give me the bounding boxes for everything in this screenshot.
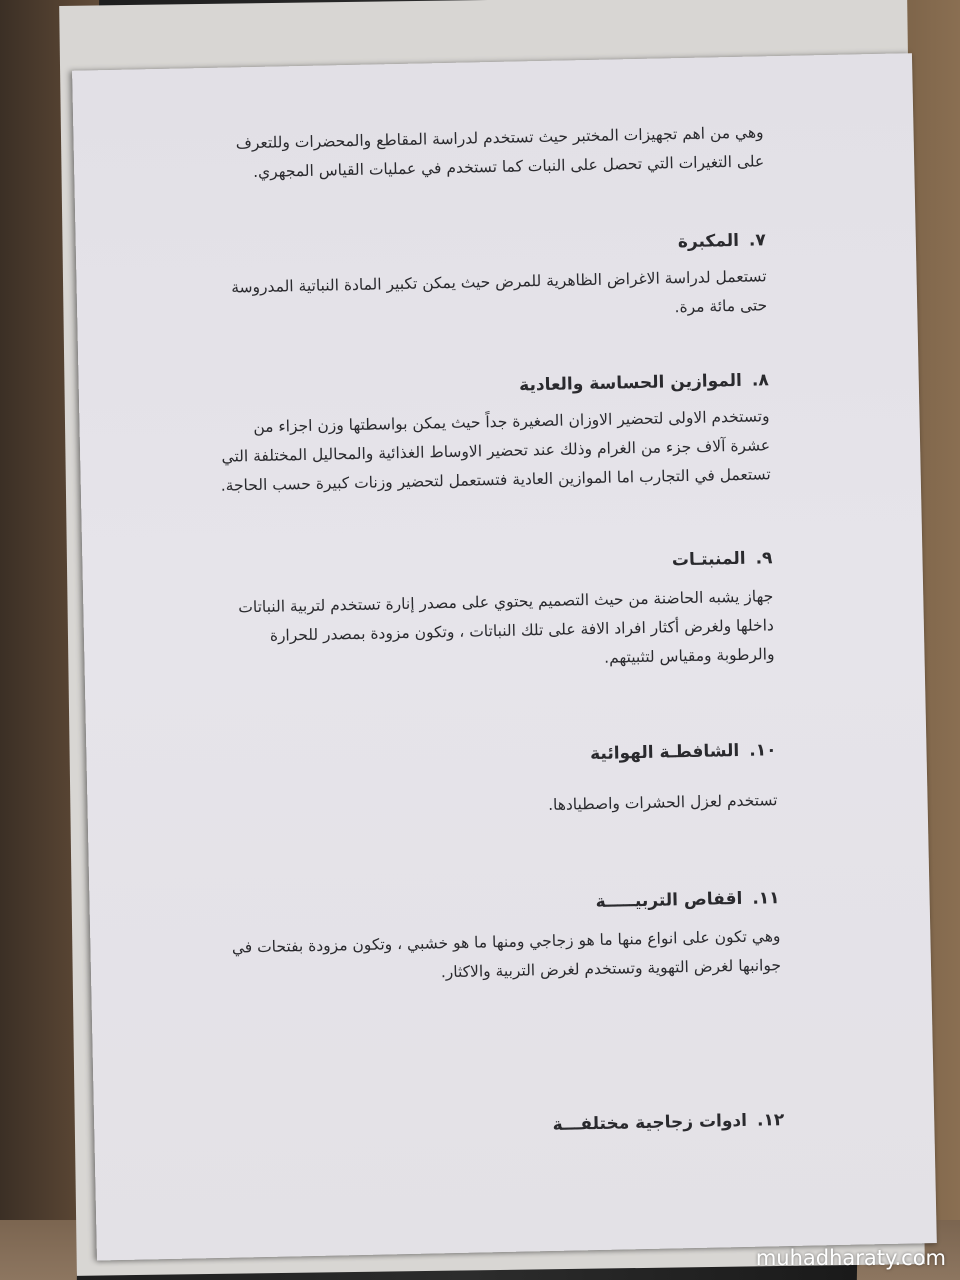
section-number: ٨. (751, 370, 769, 391)
section-number: ١٠. (749, 740, 777, 761)
section-title: المكبرة (677, 230, 740, 253)
section-title: الموازين الحساسة والعادية (518, 370, 743, 396)
document-page (72, 53, 937, 1260)
section-heading-12 (224, 1108, 784, 1144)
section-heading-8 (209, 368, 769, 404)
section-title: الشافطـة الهوائية (589, 740, 740, 765)
section-text-8: وتستخدم الاولى لتحضير الاوزان الصغيرة جداً حيث يمكن بواسطتها وزن اجزاء من عشرة آلاف جزء من الغرام وذلك عند تحضير الاوساط الغذائية والمحاليل المختلفة التي تستعمل في التجارب اما الموازين العادية فتستعمل لتحضير وزنات كبيرة حسب الحاجة. (220, 407, 771, 495)
intro-paragraph: وهي من اهم تجهيزات المختبر حيث تستخدم لدراسة المقاطع والمحضرات وللتعرف على التغيرات التي تحصل على النبات كما تستخدم في عمليات القياس المجهري. (235, 123, 765, 182)
section-title: ادوات زجاجية مختلفـــة (552, 1110, 748, 1135)
section-title: اقفاص التربيـــــة (595, 888, 743, 913)
section-text-9: جهاز يشبه الحاضنة من حيث التصميم يحتوي على مصدر إنارة تستخدم لتربية النباتات داخلها ولغرض أكثار افراد الافة على تلك النباتات ، وتكون مزودة بمصدر للحرارة والرطوبة ومقياس لتثبيتهم. (238, 587, 775, 667)
section-text-7: تستعمل لدراسة الاغراض الظاهرية للمرض حيث يمكن تكبير المادة النباتية المدروسة حتى مائة مرة. (231, 267, 768, 317)
section-heading-9 (212, 546, 772, 582)
section-title: المنبتـات (671, 548, 746, 571)
watermark-text: muhadharaty.com (755, 1246, 946, 1270)
section-heading-11 (219, 886, 779, 922)
section-text-10: تستخدم لعزل الحشرات واصطيادها. (547, 791, 778, 814)
section-number: ١١. (752, 888, 780, 909)
section-number: ٧. (748, 230, 767, 251)
section-number: ٩. (755, 548, 773, 569)
section-heading-10 (216, 738, 776, 774)
section-text-11: وهي تكون على انواع منها ما هو زجاجي ومنها ما هو خشبي ، وتكون مزودة بفتحات في جوانبها لغرض التهوية وتستخدم لغرض التربية والاكثار. (231, 927, 782, 982)
section-heading-7 (206, 228, 766, 264)
section-number: ١٢. (756, 1110, 785, 1131)
